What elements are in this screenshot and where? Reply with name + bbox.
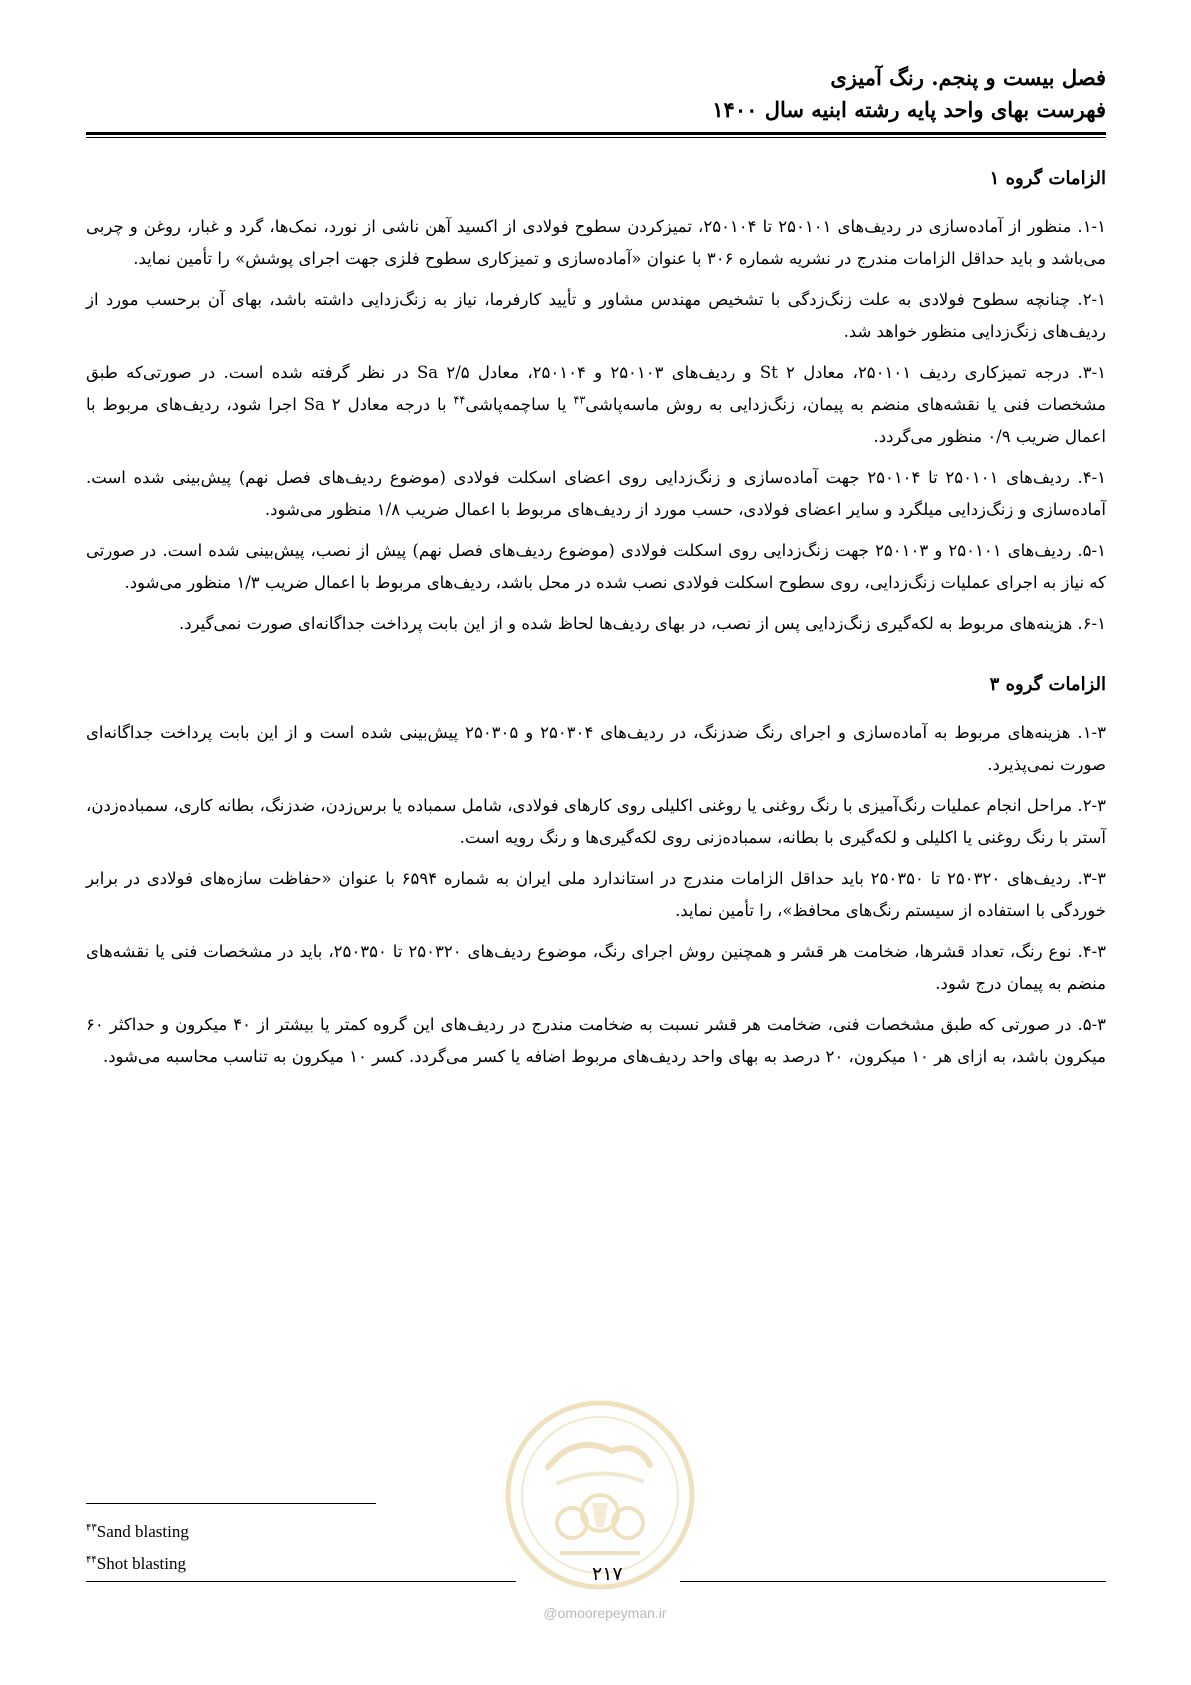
group1-item-3-part-b: یا ساچمه‌پاشی bbox=[465, 395, 574, 414]
group3-title: الزامات گروه ۳ bbox=[989, 674, 1106, 695]
site-watermark: @omoorepeyman.ir bbox=[543, 1605, 667, 1621]
group3-item-3: ۳-۳. ردیف‌های ۲۵۰۳۲۰ تا ۲۵۰۳۵۰ باید حداقل الزامات مندرج در استاندارد ملی ایران به شماره ۶۵۹۴ با عنوان «حفاظت سازه‌های فولادی در برابر خوردگی با استفاده از سیستم رنگ‌های محافظ»، را تأمین نماید. bbox=[86, 869, 1106, 920]
footnote-43 bbox=[86, 1516, 189, 1548]
group1-item-3 bbox=[86, 357, 1106, 453]
footer-rule-right bbox=[680, 1581, 1106, 1582]
group1-item-3-part-a: ۳-۱. درجه تمیزکاری ردیف ۲۵۰۱۰۱، معادل St ۲ و ردیف‌های ۲۵۰۱۰۳ و ۲۵۰۱۰۴، معادل Sa ۲/۵ در نظر گرفته شده است. در صورتی‌که طبق مشخصات فنی یا نقشه‌های منضم به پیمان، زنگ‌زدایی به روش ماسه‌پاشی bbox=[86, 363, 1107, 414]
group3-item-1: ۱-۳. هزینه‌های مربوط به آماده‌سازی و اجرای رنگ ضدزنگ، در ردیف‌های ۲۵۰۳۰۴ و ۲۵۰۳۰۵ پیش‌بینی شده است و از این بابت پرداخت جداگانه‌ای صورت نمی‌پذیرد. bbox=[86, 723, 1106, 774]
footnote-number: ۴۳ bbox=[86, 1522, 97, 1534]
footnote-text: Sand blasting bbox=[96, 1522, 189, 1541]
price-list-title: فهرست بهای واحد پایه رشته ابنیه سال ۱۴۰۰ bbox=[712, 97, 1106, 122]
footnote-text: Shot blasting bbox=[96, 1554, 187, 1573]
footnote-number: ۴۴ bbox=[86, 1554, 97, 1566]
footer-rule-left bbox=[86, 1581, 516, 1582]
page-number: ۲۱۷ bbox=[592, 1563, 623, 1585]
group3-item-4: ۴-۳. نوع رنگ، تعداد قشرها، ضخامت هر قشر و همچنین روش اجرای رنگ، موضوع ردیف‌های ۲۵۰۳۲۰ تا ۲۵۰۳۵۰، باید در مشخصات فنی یا نقشه‌های منضم به پیمان درج شود. bbox=[86, 942, 1107, 993]
section-gap bbox=[86, 649, 1106, 671]
group1-item-4: ۴-۱. ردیف‌های ۲۵۰۱۰۱ تا ۲۵۰۱۰۴ جهت آماده‌سازی و زنگ‌زدایی روی اعضای اسکلت فولادی (موضوع ردیف‌های فصل نهم) پیش‌بینی شده است. آماده‌سازی و زنگ‌زدایی میلگرد و سایر اعضای فولادی، حسب مورد از ردیف‌های مربوط با اعمال ضریب ۱/۸ منظور می‌شود. bbox=[86, 468, 1107, 519]
page-header bbox=[86, 62, 1106, 126]
footnote-rule bbox=[86, 1503, 376, 1504]
footnote-ref-43: ۴۳ bbox=[573, 393, 586, 407]
footnote-ref-44: ۴۴ bbox=[453, 393, 466, 407]
header-rule-thick bbox=[86, 132, 1106, 135]
group3-item-2: ۲-۳. مراحل انجام عملیات رنگ‌آمیزی با رنگ روغنی یا روغنی اکلیلی روی کارهای فولادی، شامل سمباده یا برس‌زدن، ضدزنگ، بطانه کاری، سمباده‌زدن، آستر با رنگ روغنی یا اکلیلی و لکه‌گیری با بطانه، سمباده‌زنی روی لکه‌گیری‌ها و رنگ رویه است. bbox=[86, 796, 1106, 847]
group1-item-5: ۵-۱. ردیف‌های ۲۵۰۱۰۱ و ۲۵۰۱۰۳ جهت زنگ‌زدایی روی اسکلت فولادی (موضوع ردیف‌های فصل نهم) پیش از نصب، پیش‌بینی شده است. در صورتی که نیاز به اجرای عملیات زنگ‌زدایی، روی سطوح اسکلت فولادی نصب شده در محل باشد، ردیف‌های مربوط با اعمال ضریب ۱/۳ منظور می‌شود. bbox=[86, 541, 1106, 592]
group1-item-1: ۱-۱. منظور از آماده‌سازی در ردیف‌های ۲۵۰۱۰۱ تا ۲۵۰۱۰۴، تمیزکردن سطوح فولادی از اکسید آهن ناشی از نورد، نمک‌ها، گرد و غبار، روغن و چربی می‌باشد و باید حداقل الزامات مندرج در نشریه شماره ۳۰۶ با عنوان «آماده‌سازی و تمیزکاری سطوح فلزی جهت اجرای پوشش» را تأمین نماید. bbox=[86, 217, 1106, 268]
footnote-44 bbox=[86, 1548, 189, 1580]
group1-title: الزامات گروه ۱ bbox=[989, 168, 1106, 189]
group1-item-6: ۶-۱. هزینه‌های مربوط به لکه‌گیری زنگ‌زدایی پس از نصب، در بهای ردیف‌ها لحاظ شده و از این بابت پرداخت جداگانه‌ای صورت نمی‌گیرد. bbox=[178, 614, 1106, 633]
footnotes bbox=[86, 1516, 189, 1580]
group3-item-5: ۵-۳. در صورتی که طبق مشخصات فنی، ضخامت هر قشر نسبت به ضخامت مندرج در ردیف‌های این گروه کمتر یا بیشتر از ۴۰ میکرون و حداکثر ۶۰ میکرون باشد، به ازای هر ۱۰ میکرون، ۲۰ درصد به بهای واحد ردیف‌های مربوط اضافه یا کسر می‌گردد. کسر ۱۰ میکرون به تناسب محاسبه می‌شود. bbox=[86, 1015, 1107, 1066]
page-content bbox=[86, 165, 1106, 1082]
header-rule-thin bbox=[86, 137, 1106, 138]
group1-item-3-part-c: با درجه معادل Sa ۲ اجرا شود، ردیف‌های مربوط با اعمال ضریب ۰/۹ منظور می‌گردد. bbox=[86, 395, 1106, 446]
chapter-title: فصل بیست و پنجم. رنگ آمیزی bbox=[830, 65, 1106, 90]
group1-item-2: ۲-۱. چنانچه سطوح فولادی به علت زنگ‌زدگی با تشخیص مهندس مشاور و تأیید کارفرما، نیاز به زنگ‌زدایی داشته باشد، بهای آن برحسب مورد از ردیف‌های زنگ‌زدایی منظور خواهد شد. bbox=[86, 290, 1106, 341]
